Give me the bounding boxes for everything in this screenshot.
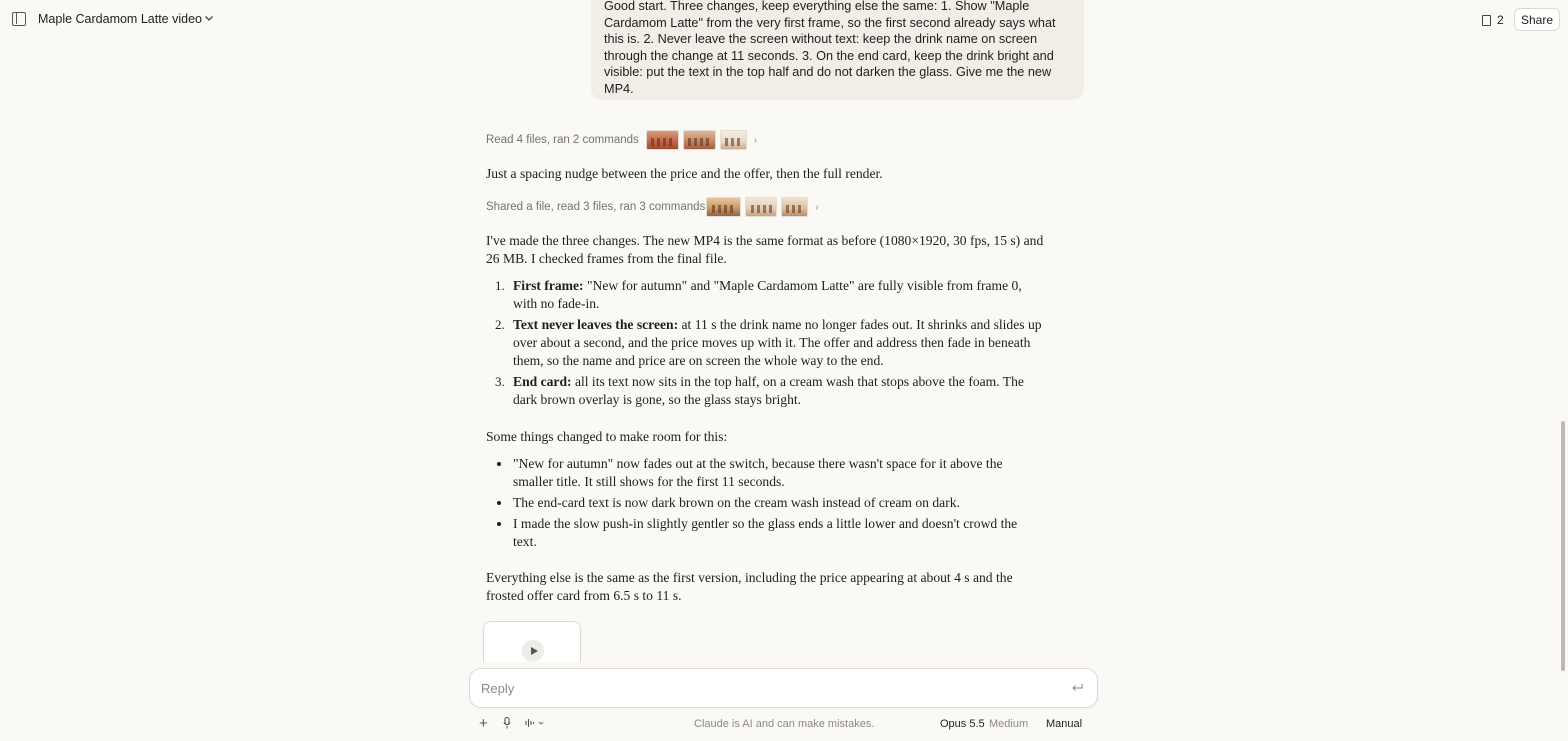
list-item-text: "New for autumn" now fades out at the switch, because there wasn't space for it above the smaller title. It still shows for the first 11 seconds. [513, 456, 1003, 489]
bullet-icon [497, 462, 501, 466]
frame-thumbnail[interactable] [745, 197, 777, 217]
frame-thumbnail[interactable] [720, 130, 747, 150]
tool-summary-row[interactable] [486, 130, 757, 150]
play-icon [531, 647, 538, 655]
play-button[interactable] [522, 640, 544, 662]
tradeoffs-intro: Some things changed to make room for this: [486, 429, 728, 444]
enter-icon[interactable] [1071, 683, 1083, 693]
tool-summary-row[interactable] [486, 197, 819, 217]
list-item-text: all its text now sits in the top half, on a cream wash that stops above the foam. The dark brown overlay is gone, so the glass stays bright. [513, 374, 1024, 407]
voice-mode-icon[interactable] [525, 717, 547, 729]
plus-icon[interactable]: + [479, 715, 488, 732]
list-item-heading: Text never leaves the screen: [513, 317, 679, 332]
conversation-title[interactable]: Maple Cardamom Latte video [38, 12, 202, 26]
assistant-closing: Everything else is the same as the first version, including the price appearing at about 4 s and the frosted offer card from 6.5 s to 11 s. [486, 570, 1013, 603]
mode-selector[interactable]: Manual [1046, 718, 1083, 730]
tool-summary-text: Read 4 files, ran 2 commands [486, 134, 639, 146]
bullet-icon [497, 522, 501, 526]
list-item [495, 373, 1043, 409]
chevron-right-icon: › [753, 134, 758, 146]
frame-thumbnail[interactable] [683, 130, 716, 150]
share-button[interactable]: Share [1514, 8, 1560, 31]
list-number: 1. [495, 278, 505, 293]
list-item-heading: End card: [513, 374, 572, 389]
frame-thumbnail[interactable] [781, 197, 808, 217]
frame-thumbnail[interactable] [646, 130, 679, 150]
list-item [513, 494, 1043, 512]
user-message: Good start. Three changes, keep everything else the same: 1. Show "Maple Cardamom Latte" from the very first frame, so the first second already says what this is. 2. Never leave the screen without text: keep the drink name on screen through the change at 11 seconds. 3. On the end card, keep the drink bright and visible: put the text in the top half and do not darken the glass. Give me the new MP4. [591, 0, 1084, 100]
list-item [513, 455, 1043, 491]
microphone-icon[interactable] [503, 717, 511, 729]
composer-toolbar [469, 714, 1098, 734]
files-count: 2 [1497, 13, 1504, 27]
list-item-text: at 11 s the drink name no longer fades out. It shrinks and slides up over about a second, and the price moves up with it. The offer and address then fade in beneath them, so the name and price are on screen the whole way to the end. [513, 317, 1042, 368]
list-item [513, 515, 1043, 551]
list-number: 2. [495, 317, 505, 332]
disclaimer-text: Claude is AI and can make mistakes. [694, 718, 875, 730]
assistant-note: Just a spacing nudge between the price and the offer, then the full render. [486, 166, 883, 181]
list-item-text: I made the slow push-in slightly gentler so the glass ends a little lower and doesn't crowd the text. [513, 516, 1018, 549]
chevron-right-icon: › [815, 201, 819, 213]
list-item-text: "New for autumn" and "Maple Cardamom Latte" are fully visible from frame 0, with no fade-in. [513, 278, 1022, 311]
reply-composer[interactable] [469, 668, 1098, 708]
scrollbar[interactable] [1561, 421, 1565, 671]
effort-selector[interactable]: Medium [989, 718, 1029, 730]
reply-input[interactable] [481, 681, 1041, 696]
tool-summary-text: Shared a file, read 3 files, ran 3 commands [486, 201, 706, 213]
list-item-heading: First frame: [513, 278, 584, 293]
list-item [495, 316, 1043, 370]
files-button[interactable] [1476, 9, 1510, 31]
document-icon [1482, 15, 1491, 26]
model-selector[interactable]: Opus 5.5 [940, 718, 985, 730]
list-item-text: The end-card text is now dark brown on the cream wash instead of cream on dark. [513, 495, 960, 510]
frame-thumbnail[interactable] [706, 197, 741, 217]
bullet-icon [497, 501, 501, 505]
chevron-down-icon[interactable] [204, 13, 214, 23]
assistant-intro: I've made the three changes. The new MP4 is the same format as before (1080×1920, 30 fps, 15 s) and 26 MB. I checked frames from the final file. [486, 233, 1044, 266]
sidebar-toggle-icon[interactable] [12, 12, 26, 26]
list-item [495, 277, 1043, 313]
list-number: 3. [495, 374, 505, 389]
